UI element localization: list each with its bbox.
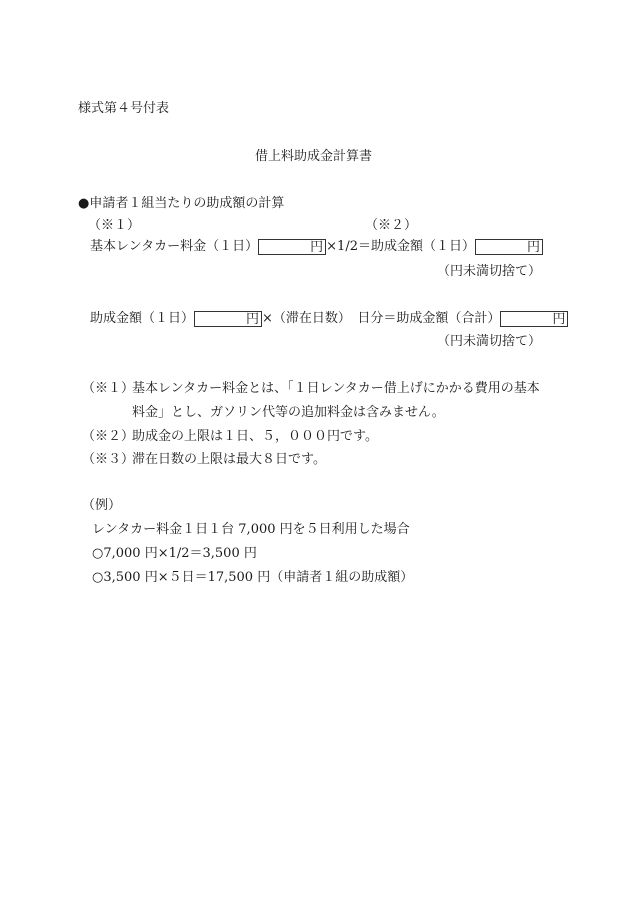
yen-unit: 円 (552, 312, 566, 327)
example-line-2: ○7,000 円×1/2＝3,500 円 (92, 546, 257, 561)
example-line-3: ○3,500 円×５日＝17,500 円（申請者１組の助成額） (92, 570, 414, 585)
base-rental-label: 基本レンタカー料金（１日） (90, 239, 259, 254)
yen-unit: 円 (526, 240, 540, 255)
form-number: 様式第４号付表 (78, 101, 170, 116)
yen-unit: 円 (310, 240, 324, 255)
calc-line-1 (90, 239, 543, 255)
half-formula-label: ×1/2＝助成金額（１日） (326, 239, 475, 254)
base-rental-field[interactable] (258, 239, 326, 255)
total-subsidy-field[interactable] (500, 311, 568, 327)
rounding-note-1: （円未満切捨て） (437, 264, 542, 279)
daily-subsidy-input[interactable] (194, 311, 262, 327)
note-item-3-text: 滞在日数の上限は最大８日です。 (132, 452, 326, 467)
yen-unit: 円 (246, 312, 260, 327)
note2-marker: （※２） (365, 218, 418, 233)
note-item-1-cont: 料金」とし、ガソリン代等の追加料金は含みません。 (132, 405, 445, 420)
calc-line-2 (90, 311, 568, 327)
note-item-2-marker: （※２） (82, 429, 135, 444)
section-heading: ●申請者１組当たりの助成額の計算 (78, 196, 285, 211)
note-item-1-marker: （※１） (82, 381, 135, 396)
stay-days-label: ×（滞在日数） 日分＝助成金額（合計） (262, 311, 501, 326)
daily-subsidy-label: 助成金額（１日） (90, 311, 195, 326)
page-title: 借上料助成金計算書 (255, 149, 373, 164)
note-item-3-marker: （※３） (82, 452, 135, 467)
note1-marker: （※１） (88, 218, 141, 233)
daily-subsidy-field[interactable] (475, 239, 543, 255)
note-item-2-text: 助成金の上限は１日、５，０００円です。 (132, 429, 378, 444)
example-heading: （例） (82, 498, 122, 513)
rounding-note-2: （円未満切捨て） (437, 334, 542, 349)
note-item-1-text: 基本レンタカー料金とは、「１日レンタカー借上げにかかる費用の基本 (132, 381, 540, 396)
example-line-1: レンタカー料金１日１台 7,000 円を５日利用した場合 (92, 522, 410, 537)
